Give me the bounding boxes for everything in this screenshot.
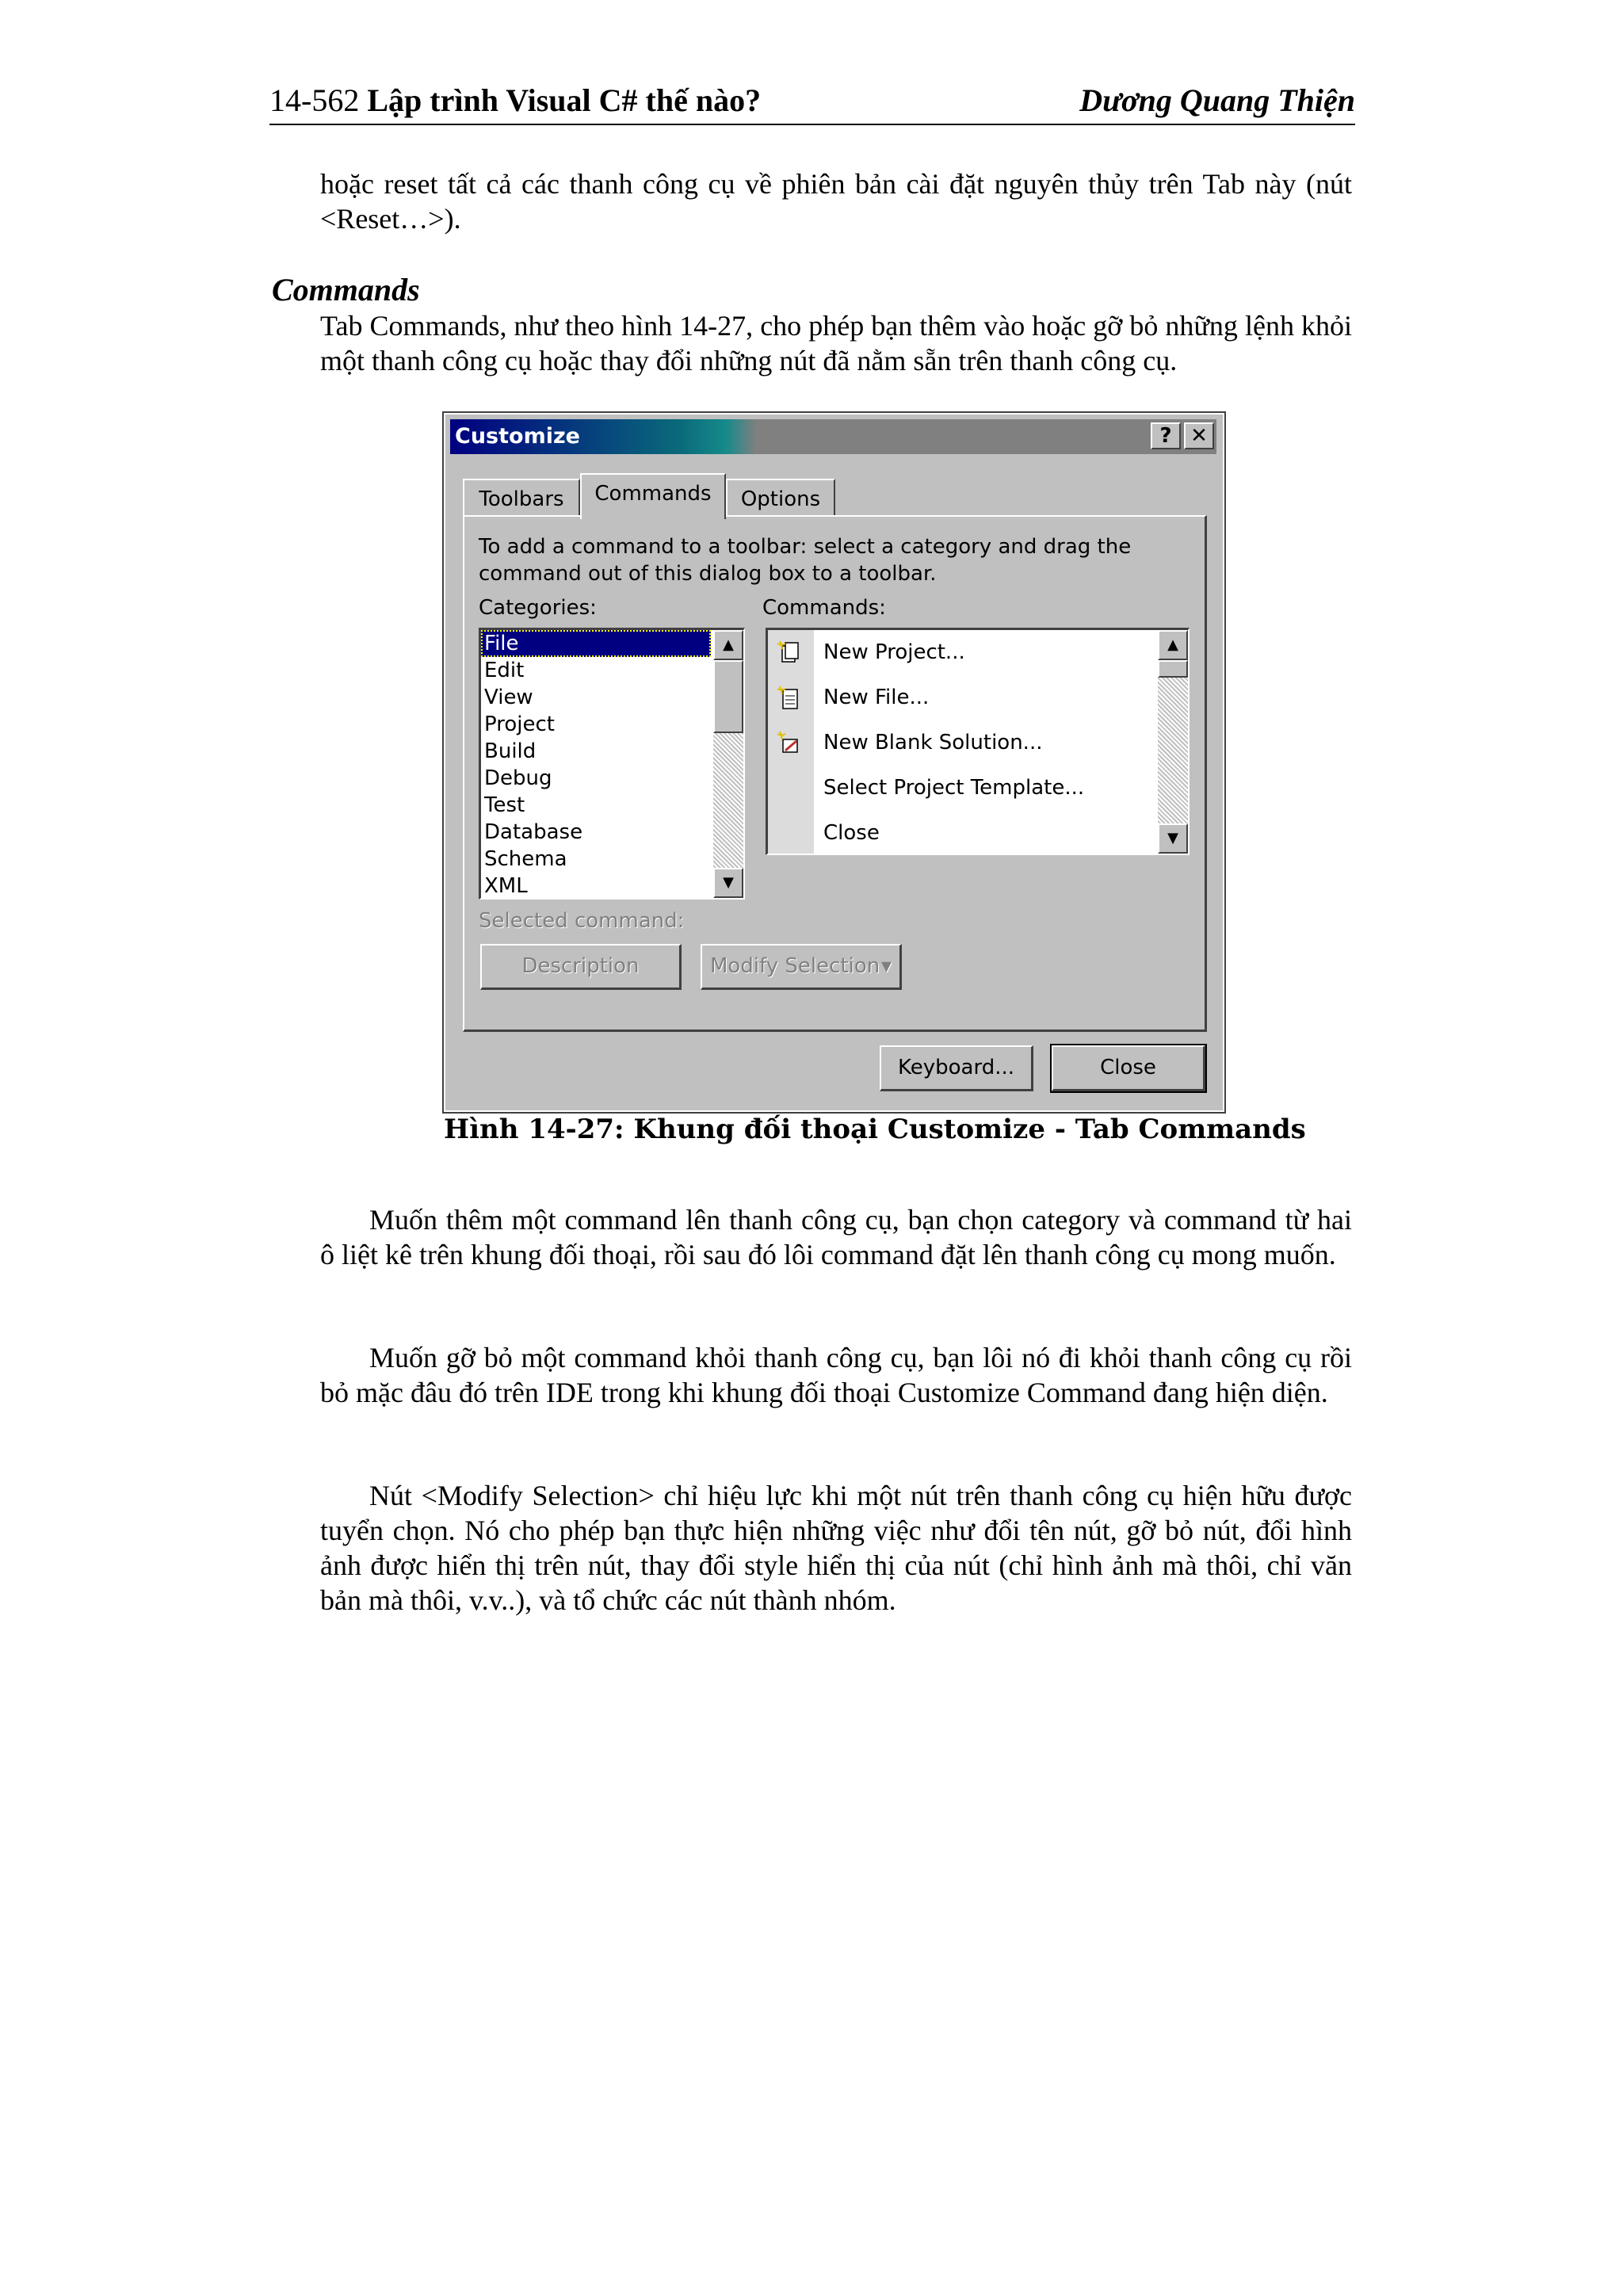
- category-item-project[interactable]: Project: [484, 712, 555, 736]
- help-button[interactable]: ?: [1151, 422, 1181, 449]
- category-item-build[interactable]: Build: [484, 739, 537, 763]
- command-item-select-project-template[interactable]: [768, 766, 1156, 811]
- page-header: [269, 76, 1355, 125]
- description-button[interactable]: Description: [480, 944, 682, 990]
- scroll-thumb[interactable]: [713, 660, 743, 733]
- category-item-file[interactable]: File: [481, 630, 711, 657]
- commands-listbox[interactable]: [766, 628, 1190, 855]
- dropdown-arrow-icon: ▾: [880, 954, 892, 978]
- scroll-down-arrow-icon[interactable]: ▼: [713, 868, 743, 898]
- command-item-new-blank-solution[interactable]: [768, 720, 1156, 766]
- category-item-schema[interactable]: Schema: [484, 847, 567, 871]
- category-item-view[interactable]: View: [484, 686, 533, 709]
- page-number: 14-562: [269, 82, 360, 118]
- customize-dialog: [444, 413, 1224, 1112]
- categories-scrollbar[interactable]: [713, 630, 743, 898]
- tab-commands[interactable]: Commands: [580, 473, 726, 519]
- header-left: [269, 82, 761, 119]
- paragraph-remove-command: Muốn gỡ bỏ một command khỏi thanh công cụ, bạn lôi nó đi khỏi thanh công cụ rồi bỏ mặc đâu đó trên IDE trong khi khung đối thoại Customize Command đang hiện diện.: [320, 1342, 1352, 1408]
- close-x-button[interactable]: ✕: [1184, 422, 1214, 449]
- author: Dương Quang Thiện: [1079, 82, 1355, 118]
- category-item-xml[interactable]: XML: [484, 874, 528, 898]
- paragraph-intro: Tab Commands, như theo hình 14-27, cho phép bạn thêm vào hoặc gỡ bỏ những lệnh khỏi một thanh công cụ hoặc thay đổi những nút đã nằm sẵn trên thanh công cụ.: [320, 310, 1352, 376]
- category-item-test[interactable]: Test: [484, 793, 525, 817]
- tab-toolbars[interactable]: Toolbars: [463, 479, 580, 517]
- instruction-line-1: To add a command to a toolbar: select a category and drag the: [479, 535, 1132, 559]
- keyboard-button[interactable]: Keyboard...: [880, 1045, 1033, 1091]
- scroll-up-arrow-icon[interactable]: ▲: [713, 630, 743, 660]
- figure-caption: Hình 14-27: Khung đối thoại Customize - Tab Commands: [444, 1114, 1306, 1145]
- new-blank-solution-icon: [776, 730, 800, 755]
- category-item-debug[interactable]: Debug: [484, 766, 552, 790]
- commands-scrollbar[interactable]: [1158, 630, 1188, 854]
- modify-selection-button[interactable]: [701, 944, 902, 990]
- instruction-line-2: command out of this dialog box to a toolbar.: [479, 562, 937, 586]
- scroll-up-arrow-icon[interactable]: ▲: [1158, 630, 1188, 660]
- paragraph-modify-selection: Nút <Modify Selection> chỉ hiệu lực khi một nút trên thanh công cụ hiện hữu được tuyển chọn. Nó cho phép bạn thực hiện những việc như đổi tên nút, gỡ bỏ nút, đổi hình ảnh được hiển thị trên nút, thay đổi style hiển thị của nút (chỉ hình ảnh mà thôi, chỉ văn bản mà thôi, v.v..), và tổ chức các nút thành nhóm.: [320, 1480, 1352, 1616]
- scroll-thumb[interactable]: [1158, 660, 1188, 678]
- new-project-icon: [776, 640, 800, 665]
- dialog-titlebar: [450, 419, 1216, 454]
- new-file-icon: [776, 685, 800, 710]
- command-label: New File...: [823, 686, 930, 709]
- selected-command-label: Selected command:: [479, 909, 685, 933]
- categories-listbox[interactable]: [479, 628, 745, 900]
- categories-label: Categories:: [479, 596, 597, 620]
- book-title: Lập trình Visual C# thế nào?: [367, 82, 762, 118]
- paragraph-add-command: Muốn thêm một command lên thanh công cụ, bạn chọn category và command từ hai ô liệt kê trên khung đối thoại, rồi sau đó lôi command đặt lên thanh công cụ mong muốn.: [320, 1204, 1352, 1270]
- category-item-database[interactable]: Database: [484, 820, 583, 844]
- section-title: Commands: [272, 272, 420, 308]
- command-label: Select Project Template...: [823, 776, 1085, 800]
- close-button[interactable]: Close: [1052, 1045, 1205, 1091]
- category-item-edit[interactable]: Edit: [484, 659, 525, 682]
- scroll-down-arrow-icon[interactable]: ▼: [1158, 823, 1188, 854]
- tab-options[interactable]: Options: [726, 479, 835, 517]
- modify-selection-label: Modify Selection: [710, 954, 880, 978]
- paragraph-reset: hoặc reset tất cả các thanh công cụ về phiên bản cài đặt nguyên thủy trên Tab này (nút <Reset…>).: [320, 168, 1352, 235]
- dialog-title: Customize: [455, 424, 580, 449]
- commands-label: Commands:: [762, 596, 886, 620]
- command-item-new-project[interactable]: [768, 630, 1156, 675]
- command-item-new-file[interactable]: [768, 675, 1156, 720]
- command-item-close[interactable]: [768, 811, 1156, 855]
- command-label: Close: [823, 821, 880, 845]
- command-label: New Blank Solution...: [823, 731, 1043, 755]
- command-label: New Project...: [823, 640, 965, 664]
